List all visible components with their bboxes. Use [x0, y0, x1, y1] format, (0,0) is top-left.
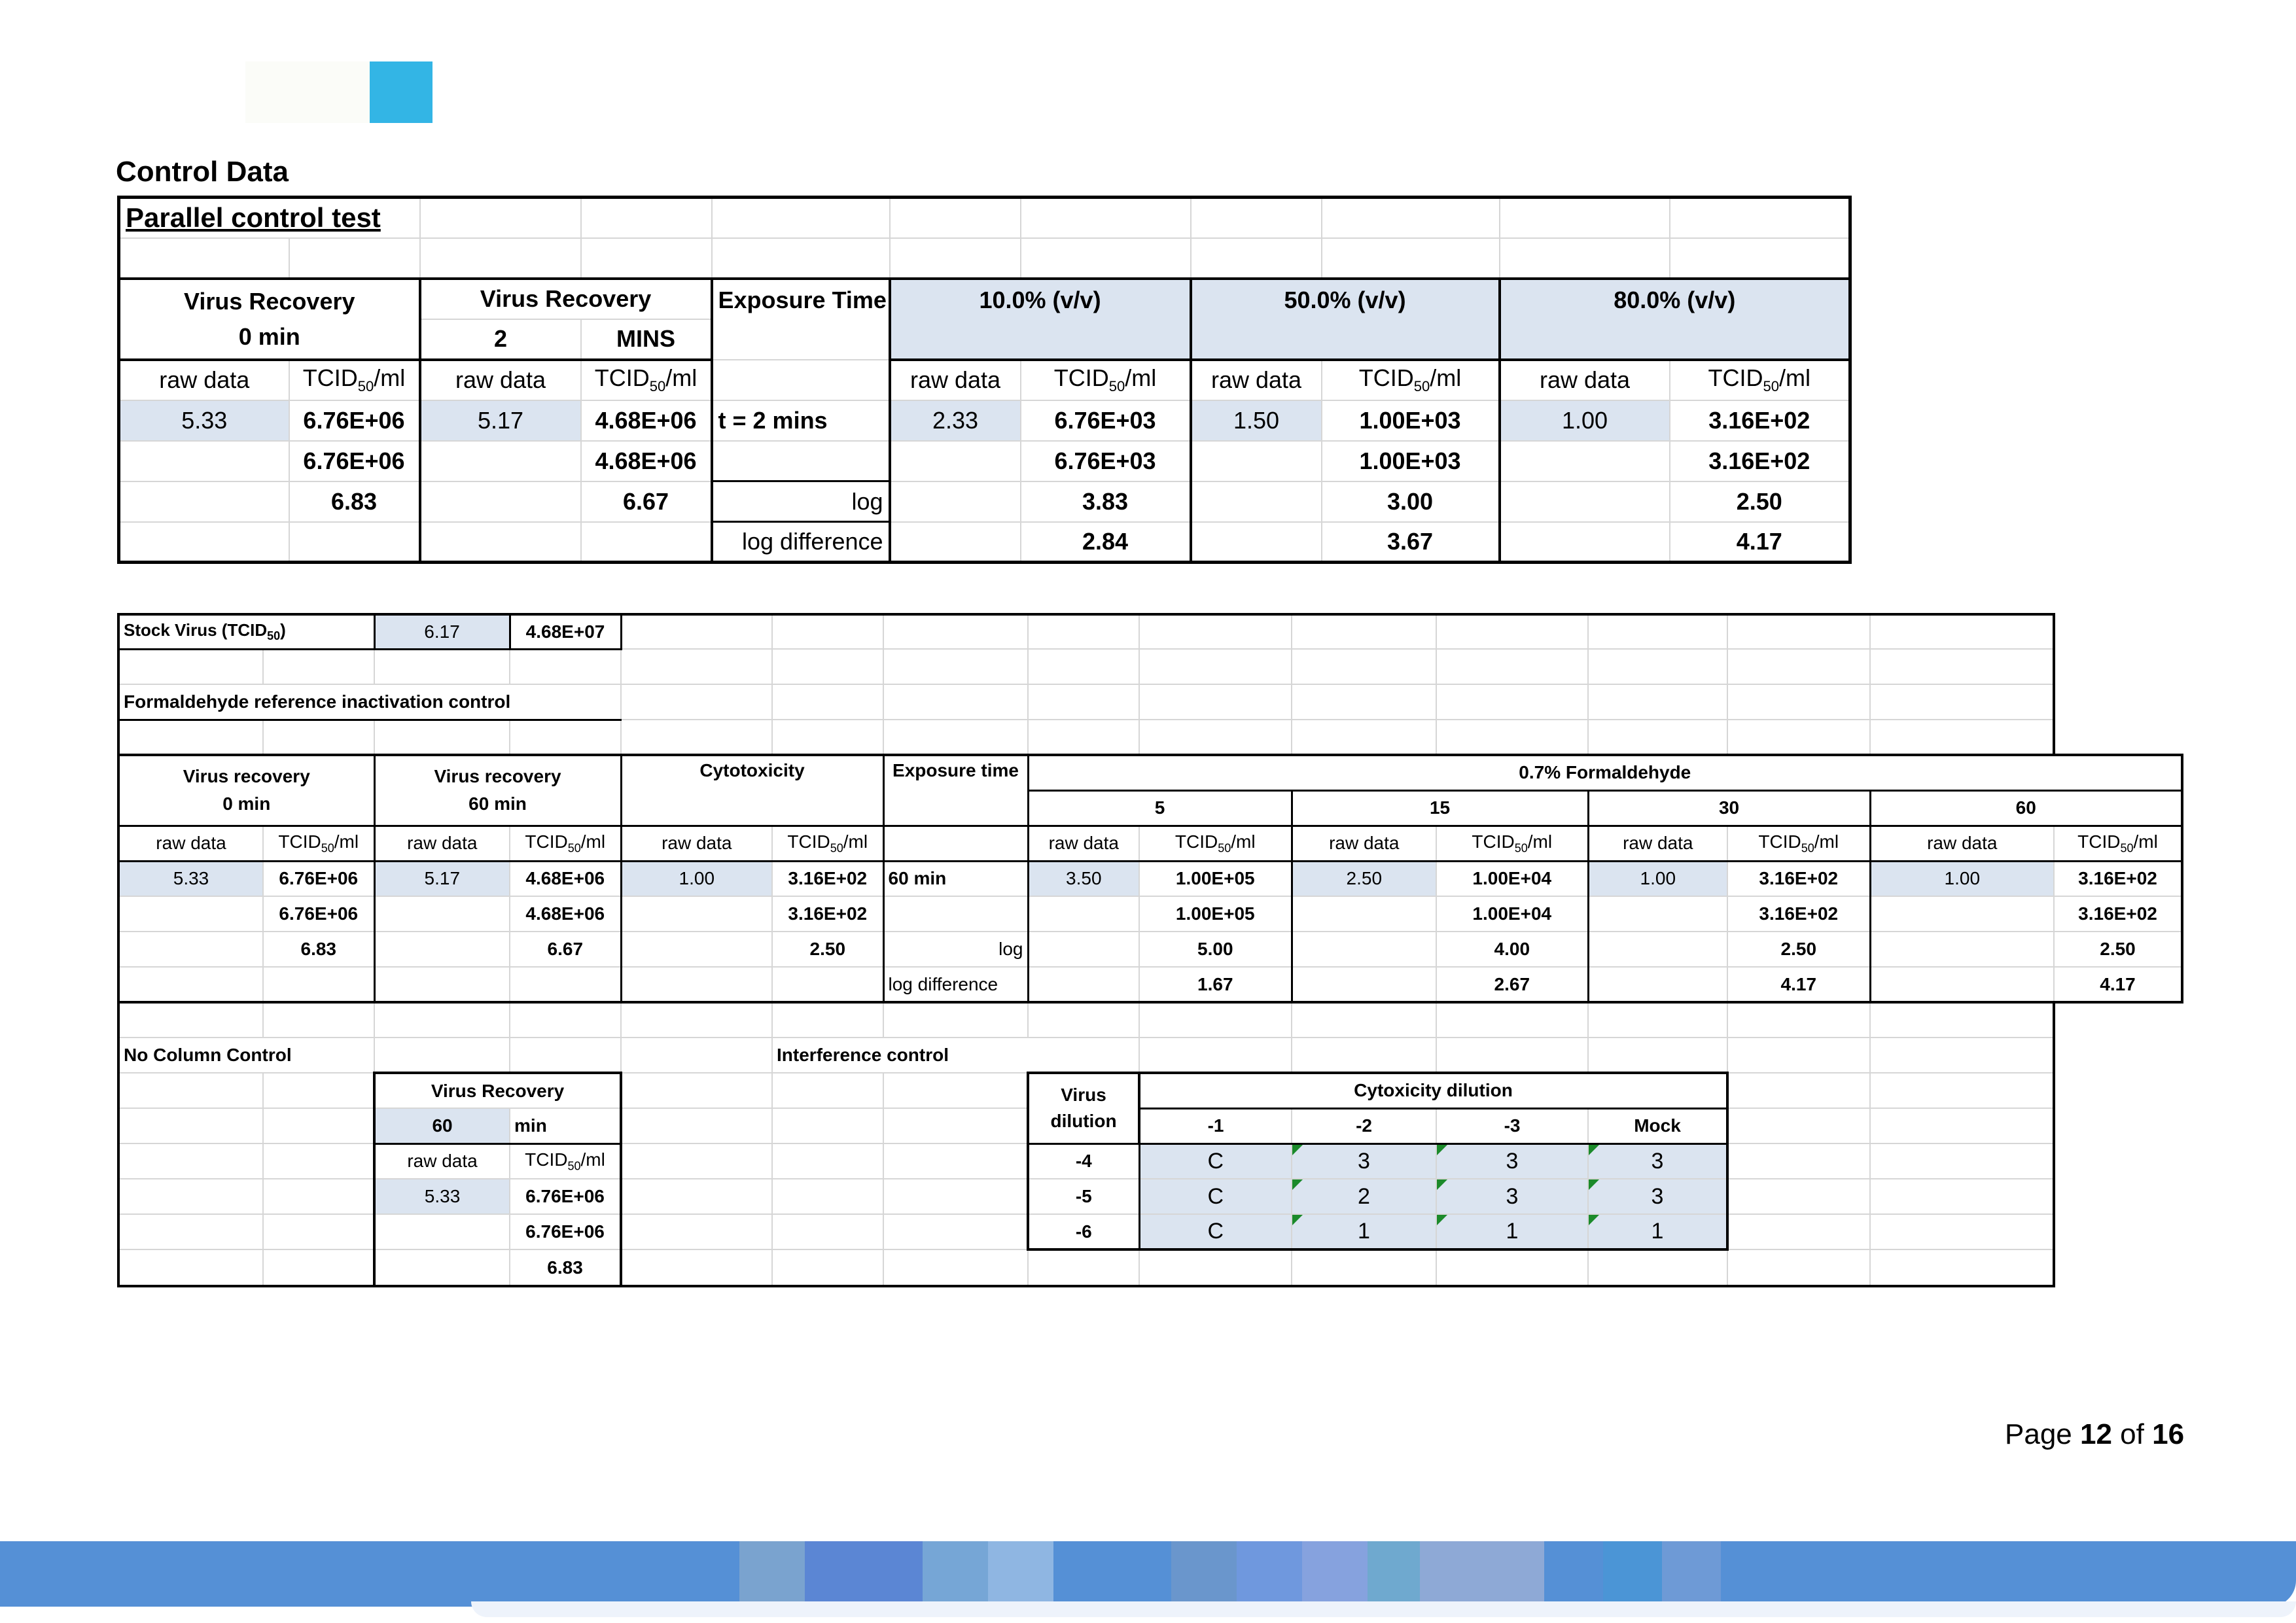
raw-label: raw data — [374, 1143, 510, 1179]
cell-value: 2.50 — [2054, 932, 2182, 967]
time-header-15: 15 — [1292, 790, 1588, 826]
tcid-label: $TCID_{50}/ml$ — [2054, 826, 2182, 861]
cell-value: 1.00E+05 — [1139, 896, 1292, 932]
parallel-title: Parallel control test — [119, 198, 420, 238]
cell-value: 1.00E+04 — [1436, 861, 1588, 896]
raw-label: raw data — [1292, 826, 1436, 861]
tcid-label: $TCID_{50}/ml$ — [289, 360, 420, 400]
cell-value: 2.33 — [890, 400, 1021, 441]
cell-value: 2.67 — [1436, 967, 1588, 1002]
conc-header-50: 50.0% (v/v) — [1191, 279, 1500, 360]
cell-value: 4.00 — [1436, 932, 1588, 967]
cell-value: 6.83 — [263, 932, 374, 967]
cell-value: 3.16E+02 — [2054, 896, 2182, 932]
cell-value: 3.67 — [1322, 522, 1500, 563]
no-column-raw: 5.33 — [374, 1179, 510, 1214]
tcid-label: $TCID_{50}/ml$ — [1727, 826, 1870, 861]
raw-label: raw data — [420, 360, 581, 400]
cell-value: 3.16E+02 — [1727, 861, 1870, 896]
exposure-time-header: Exposure Time — [712, 279, 890, 360]
cell-value: 2.50 — [1727, 932, 1870, 967]
cell-value: 4.68E+06 — [581, 400, 712, 441]
cyto-col-header: -1 — [1139, 1108, 1292, 1143]
cyto-col-header: -2 — [1292, 1108, 1436, 1143]
raw-label: raw data — [1588, 826, 1727, 861]
stock-log: 6.17 — [374, 614, 510, 649]
logo-block-blue — [370, 61, 433, 123]
exposure-value: t = 2 mins — [712, 400, 890, 441]
conc-header-10: 10.0% (v/v) — [890, 279, 1191, 360]
parallel-control-table — [117, 196, 1852, 564]
cell-value: 3.16E+02 — [2054, 861, 2182, 896]
cell-value: 3.16E+02 — [1670, 400, 1850, 441]
cell-value: 1.67 — [1139, 967, 1292, 1002]
conc-header-80: 80.0% (v/v) — [1500, 279, 1850, 360]
raw-label: raw data — [890, 360, 1021, 400]
log-difference-label: log difference — [883, 967, 1028, 1002]
cell-value: 1.00E+03 — [1322, 400, 1500, 441]
vr0-header: Virus recovery 0 min — [118, 755, 374, 826]
exposure-time-header: Exposure time — [883, 755, 1028, 826]
no-column-tcid: 6.76E+06 — [510, 1214, 621, 1249]
cyto-col-header: Mock — [1588, 1108, 1727, 1143]
tcid-label: $TCID_{50}/ml$ — [1436, 826, 1588, 861]
cell-value: 6.76E+06 — [289, 400, 420, 441]
raw-label: raw data — [118, 826, 263, 861]
cell-value: 1.00E+03 — [1322, 441, 1500, 481]
cytotoxicity-header: Cytotoxicity — [621, 755, 883, 826]
interference-cell: C — [1139, 1143, 1292, 1179]
virus-dilution-value: -4 — [1028, 1143, 1139, 1179]
cell-value: 5.17 — [374, 861, 510, 896]
tcid-label: $TCID_{50}/ml$ — [1322, 360, 1500, 400]
vr2-header: Virus Recovery — [420, 279, 712, 319]
vr60-header: Virus recovery 60 min — [374, 755, 621, 826]
raw-label: raw data — [621, 826, 772, 861]
formaldehyde-title: Formaldehyde reference inactivation control — [118, 684, 621, 720]
formaldehyde-control-table — [117, 613, 2183, 1287]
no-column-vr-header: Virus Recovery — [374, 1073, 621, 1108]
exposure-value: 60 min — [883, 861, 1028, 896]
footer-shadow — [471, 1601, 2296, 1617]
cell-value: 2.50 — [772, 932, 883, 967]
interference-cell: 1 — [1588, 1214, 1727, 1249]
cell-value: 5.33 — [119, 400, 289, 441]
cell-value: 6.67 — [581, 481, 712, 522]
cell-value: 3.00 — [1322, 481, 1500, 522]
time-header-30: 30 — [1588, 790, 1870, 826]
cell-value: 4.17 — [1727, 967, 1870, 1002]
raw-label: raw data — [119, 360, 289, 400]
interference-cell: 2 — [1292, 1179, 1436, 1214]
cell-value: 3.16E+02 — [1670, 441, 1850, 481]
cyto-col-header: -3 — [1436, 1108, 1588, 1143]
cell-value: 1.00E+05 — [1139, 861, 1292, 896]
no-column-unit: min — [510, 1108, 621, 1143]
cell-value: 6.76E+06 — [263, 861, 374, 896]
virus-dilution-value: -6 — [1028, 1214, 1139, 1249]
interference-title: Interference control — [772, 1038, 1139, 1073]
cell-value: 2.84 — [1021, 522, 1191, 563]
cell-value: 2.50 — [1670, 481, 1850, 522]
cytoxicity-dilution-header: Cytoxicity dilution — [1139, 1073, 1727, 1108]
interference-cell: 3 — [1436, 1143, 1588, 1179]
tcid-label: $TCID_{50}/ml$ — [1139, 826, 1292, 861]
cell-value: 5.17 — [420, 400, 581, 441]
tcid-label: $TCID_{50}/ml$ — [1021, 360, 1191, 400]
virus-dilution-value: -5 — [1028, 1179, 1139, 1214]
interference-cell: 3 — [1292, 1143, 1436, 1179]
cell-value: 3.83 — [1021, 481, 1191, 522]
interference-cell: 3 — [1436, 1179, 1588, 1214]
cell-value: 3.16E+02 — [772, 896, 883, 932]
tcid-label: $TCID_{50}/ml$ — [772, 826, 883, 861]
time-header-5: 5 — [1028, 790, 1292, 826]
time-header-60: 60 — [1870, 790, 2182, 826]
logo-block-pale — [245, 61, 370, 123]
cell-value: 6.76E+06 — [289, 441, 420, 481]
page-number: Page 12 of 16 — [2005, 1418, 2185, 1450]
no-column-log: 6.83 — [510, 1249, 621, 1286]
vr2-num: 2 — [420, 319, 581, 360]
log-difference-label: log difference — [712, 522, 890, 563]
interference-cell: C — [1139, 1214, 1292, 1249]
cell-value: 6.76E+06 — [263, 896, 374, 932]
cell-value: 6.76E+03 — [1021, 441, 1191, 481]
cell-value: 5.33 — [118, 861, 263, 896]
tcid-label: $TCID_{50}/ml$ — [263, 826, 374, 861]
cell-value: 6.76E+03 — [1021, 400, 1191, 441]
stock-tcid: 4.68E+07 — [510, 614, 621, 649]
vr2-unit: MINS — [581, 319, 712, 360]
raw-label: raw data — [1500, 360, 1670, 400]
tcid-label: $TCID_{50}/ml$ — [1670, 360, 1850, 400]
log-label: log — [712, 481, 890, 522]
vr0-header: Virus Recovery 0 min — [119, 279, 420, 360]
cell-value: 1.00 — [1500, 400, 1670, 441]
formaldehyde-header: 0.7% Formaldehyde — [1028, 755, 2182, 790]
cell-value: 1.00 — [1870, 861, 2054, 896]
cell-value: 4.68E+06 — [510, 861, 621, 896]
footer-band — [0, 1541, 2296, 1607]
cell-value: 3.16E+02 — [772, 861, 883, 896]
cell-value: 4.68E+06 — [581, 441, 712, 481]
interference-cell: 3 — [1588, 1179, 1727, 1214]
virus-dilution-header: Virus dilution — [1028, 1073, 1139, 1143]
cell-value: 4.17 — [2054, 967, 2182, 1002]
cell-value: 6.83 — [289, 481, 420, 522]
cell-value: 3.16E+02 — [1727, 896, 1870, 932]
cell-value: 1.00 — [621, 861, 772, 896]
page-heading: Control Data — [116, 156, 289, 188]
no-column-time: 60 — [374, 1108, 510, 1143]
cell-value: 4.68E+06 — [510, 896, 621, 932]
interference-cell: 1 — [1292, 1214, 1436, 1249]
tcid-label: $TCID_{50}/ml$ — [581, 360, 712, 400]
log-label: log — [883, 932, 1028, 967]
raw-label: raw data — [374, 826, 510, 861]
interference-cell: C — [1139, 1179, 1292, 1214]
cell-value: 3.50 — [1028, 861, 1139, 896]
cell-value: 5.00 — [1139, 932, 1292, 967]
cell-value: 1.00 — [1588, 861, 1727, 896]
raw-label: raw data — [1870, 826, 2054, 861]
raw-label: raw data — [1191, 360, 1322, 400]
no-column-title: No Column Control — [118, 1038, 374, 1073]
cell-value: 1.50 — [1191, 400, 1322, 441]
stock-virus-label: Stock Virus $(TCID_{50})$ — [118, 614, 374, 649]
cell-value: 1.00E+04 — [1436, 896, 1588, 932]
cell-value: 4.17 — [1670, 522, 1850, 563]
tcid-label: $TCID_{50}/ml$ — [510, 826, 621, 861]
interference-cell: 3 — [1588, 1143, 1727, 1179]
no-column-tcid: 6.76E+06 — [510, 1179, 621, 1214]
cell-value: 6.67 — [510, 932, 621, 967]
interference-cell: 1 — [1436, 1214, 1588, 1249]
tcid-label: $TCID_{50}/ml$ — [510, 1143, 621, 1179]
raw-label: raw data — [1028, 826, 1139, 861]
cell-value: 2.50 — [1292, 861, 1436, 896]
